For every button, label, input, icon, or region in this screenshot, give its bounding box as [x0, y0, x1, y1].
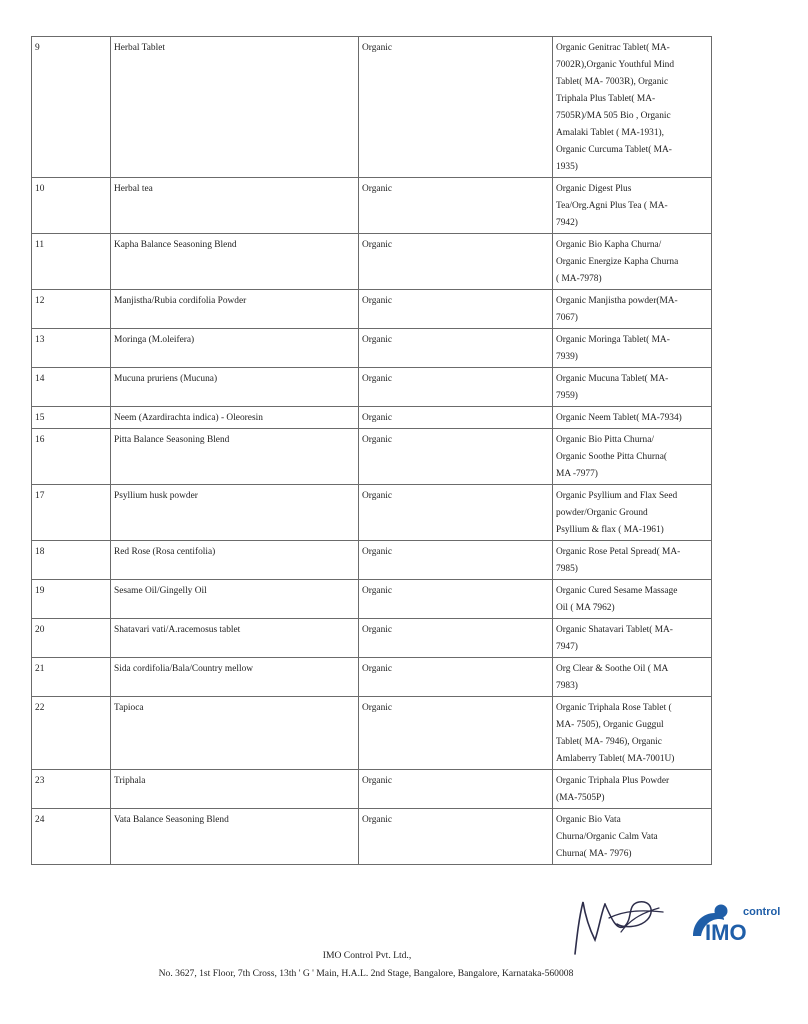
table-row	[32, 329, 712, 368]
product-name-cell: Kapha Balance Seasoning Blend	[111, 234, 359, 290]
trade-name-line: 7939)	[556, 352, 578, 362]
trade-name-line: 7985)	[556, 564, 578, 574]
trade-name-line: Organic Bio Vata	[556, 815, 621, 825]
product-name-cell: Sida cordifolia/Bala/Country mellow	[111, 658, 359, 697]
row-number-cell: 11	[32, 234, 111, 290]
row-number-cell: 18	[32, 541, 111, 580]
table-row	[32, 658, 712, 697]
trade-name-line: Amalaki Tablet ( MA-1931),	[556, 128, 664, 138]
trade-name-line: Organic Curcuma Tablet( MA-	[556, 145, 672, 155]
trade-name-line: Organic Soothe Pitta Churna(	[556, 452, 668, 462]
trade-name-line: Organic Rose Petal Spread( MA-	[556, 547, 681, 557]
row-number-cell: 20	[32, 619, 111, 658]
table-row	[32, 234, 712, 290]
trade-name-line: 1935)	[556, 162, 578, 172]
trade-name-line: Org Clear & Soothe Oil ( MA	[556, 664, 669, 674]
product-name-cell: Mucuna pruriens (Mucuna)	[111, 368, 359, 407]
row-number-cell: 17	[32, 485, 111, 541]
trade-name-cell	[553, 329, 712, 368]
trade-name-line: Oil ( MA 7962)	[556, 603, 615, 613]
product-table	[31, 36, 712, 865]
certification-status-cell: Organic	[359, 178, 553, 234]
row-number-cell: 16	[32, 429, 111, 485]
product-name-cell: Vata Balance Seasoning Blend	[111, 809, 359, 865]
trade-name-line: Churna( MA- 7976)	[556, 849, 632, 859]
certification-status-cell: Organic	[359, 368, 553, 407]
trade-name-cell	[553, 290, 712, 329]
table-row	[32, 368, 712, 407]
trade-name-line: Psyllium & flax ( MA-1961)	[556, 525, 664, 535]
row-number-cell: 23	[32, 770, 111, 809]
trade-name-line: Organic Psyllium and Flax Seed	[556, 491, 678, 501]
product-name-cell: Shatavari vati/A.racemosus tablet	[111, 619, 359, 658]
row-number-cell: 14	[32, 368, 111, 407]
trade-name-line: Triphala Plus Tablet( MA-	[556, 94, 656, 104]
product-name-cell: Neem (Azardirachta indica) - Oleoresin	[111, 407, 359, 429]
trade-name-line: Organic Digest Plus	[556, 184, 632, 194]
table-row	[32, 809, 712, 865]
table-row	[32, 770, 712, 809]
trade-name-cell	[553, 407, 712, 429]
certification-status-cell: Organic	[359, 619, 553, 658]
row-number-cell: 21	[32, 658, 111, 697]
table-row	[32, 580, 712, 619]
row-number-cell: 10	[32, 178, 111, 234]
row-number-cell: 9	[32, 37, 111, 178]
trade-name-line: ( MA-7978)	[556, 274, 602, 284]
trade-name-cell	[553, 37, 712, 178]
certification-status-cell: Organic	[359, 485, 553, 541]
trade-name-cell	[553, 658, 712, 697]
table-row	[32, 429, 712, 485]
product-name-cell: Manjistha/Rubia cordifolia Powder	[111, 290, 359, 329]
trade-name-cell	[553, 485, 712, 541]
certification-status-cell: Organic	[359, 770, 553, 809]
certification-status-cell: Organic	[359, 541, 553, 580]
product-name-cell: Psyllium husk powder	[111, 485, 359, 541]
certification-status-cell: Organic	[359, 697, 553, 770]
product-table-body	[32, 37, 712, 865]
trade-name-line: Organic Cured Sesame Massage	[556, 586, 678, 596]
trade-name-line: 7067)	[556, 313, 578, 323]
trade-name-line: Organic Moringa Tablet( MA-	[556, 335, 670, 345]
certification-status-cell: Organic	[359, 329, 553, 368]
trade-name-line: Organic Triphala Rose Tablet (	[556, 703, 672, 713]
trade-name-line: 7983)	[556, 681, 578, 691]
svg-text:control: control	[743, 906, 781, 918]
trade-name-line: Churna/Organic Calm Vata	[556, 832, 658, 842]
footer-address: No. 3627, 1st Floor, 7th Cross, 13th ' G ' Main, H.A.L. 2nd Stage, Bangalore, Bangalore, Karnataka-560008	[158, 968, 574, 979]
certification-status-cell: Organic	[359, 234, 553, 290]
table-row	[32, 37, 712, 178]
table-row	[32, 619, 712, 658]
product-name-cell: Sesame Oil/Gingelly Oil	[111, 580, 359, 619]
trade-name-line: Tablet( MA- 7946), Organic	[556, 737, 662, 747]
trade-name-line: Organic Bio Pitta Churna/	[556, 435, 654, 445]
trade-name-cell	[553, 697, 712, 770]
trade-name-cell	[553, 809, 712, 865]
table-row	[32, 485, 712, 541]
svg-text:IMO: IMO	[705, 920, 747, 945]
product-name-cell: Triphala	[111, 770, 359, 809]
row-number-cell: 22	[32, 697, 111, 770]
trade-name-line: Organic Mucuna Tablet( MA-	[556, 374, 669, 384]
trade-name-line: (MA-7505P)	[556, 793, 605, 803]
trade-name-line: Organic Energize Kapha Churna	[556, 257, 679, 267]
trade-name-cell	[553, 541, 712, 580]
trade-name-line: Organic Manjistha powder(MA-	[556, 296, 678, 306]
trade-name-line: Organic Neem Tablet( MA-7934)	[556, 413, 682, 423]
table-row	[32, 290, 712, 329]
certification-status-cell: Organic	[359, 809, 553, 865]
trade-name-line: Organic Genitrac Tablet( MA-	[556, 43, 670, 53]
product-name-cell: Tapioca	[111, 697, 359, 770]
trade-name-cell	[553, 234, 712, 290]
trade-name-cell	[553, 770, 712, 809]
trade-name-line: MA- 7505), Organic Guggul	[556, 720, 664, 730]
trade-name-cell	[553, 619, 712, 658]
row-number-cell: 24	[32, 809, 111, 865]
trade-name-line: Organic Bio Kapha Churna/	[556, 240, 662, 250]
trade-name-line: Organic Shatavari Tablet( MA-	[556, 625, 673, 635]
row-number-cell: 19	[32, 580, 111, 619]
table-row	[32, 697, 712, 770]
trade-name-line: Amlaberry Tablet( MA-7001U)	[556, 754, 675, 764]
table-row	[32, 407, 712, 429]
trade-name-line: 7002R),Organic Youthful Mind	[556, 60, 675, 70]
trade-name-line: 7942)	[556, 218, 578, 228]
trade-name-cell	[553, 368, 712, 407]
row-number-cell: 12	[32, 290, 111, 329]
certification-status-cell: Organic	[359, 290, 553, 329]
certification-status-cell: Organic	[359, 658, 553, 697]
trade-name-line: Organic Triphala Plus Powder	[556, 776, 670, 786]
product-name-cell: Red Rose (Rosa centifolia)	[111, 541, 359, 580]
certification-status-cell: Organic	[359, 580, 553, 619]
product-name-cell: Herbal tea	[111, 178, 359, 234]
table-row	[32, 541, 712, 580]
trade-name-line: 7947)	[556, 642, 578, 652]
trade-name-line: powder/Organic Ground	[556, 508, 648, 518]
certification-status-cell: Organic	[359, 429, 553, 485]
certification-status-cell: Organic	[359, 407, 553, 429]
trade-name-line: 7959)	[556, 391, 578, 401]
row-number-cell: 13	[32, 329, 111, 368]
product-name-cell: Pitta Balance Seasoning Blend	[111, 429, 359, 485]
product-name-cell: Moringa (M.oleifera)	[111, 329, 359, 368]
footer-company-name: IMO Control Pvt. Ltd.,	[322, 950, 412, 961]
product-name-cell: Herbal Tablet	[111, 37, 359, 178]
trade-name-line: Tablet( MA- 7003R), Organic	[556, 77, 669, 87]
certification-status-cell: Organic	[359, 37, 553, 178]
trade-name-line: Tea/Org.Agni Plus Tea ( MA-	[556, 201, 668, 211]
row-number-cell: 15	[32, 407, 111, 429]
trade-name-line: 7505R)/MA 505 Bio , Organic	[556, 111, 671, 121]
trade-name-line: MA -7977)	[556, 469, 598, 479]
imo-control-logo	[690, 896, 795, 948]
trade-name-cell	[553, 429, 712, 485]
trade-name-cell	[553, 178, 712, 234]
trade-name-cell	[553, 580, 712, 619]
table-row	[32, 178, 712, 234]
